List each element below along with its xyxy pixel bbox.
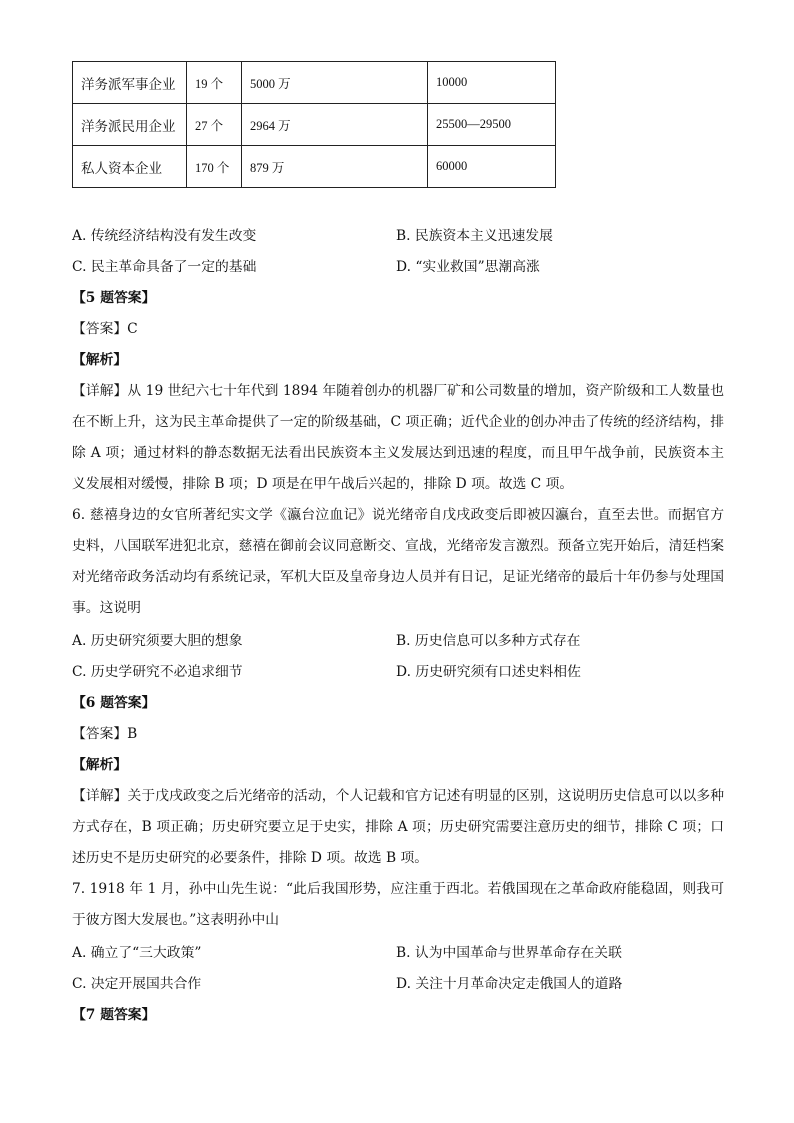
table-cell: 19 个 [187,62,242,104]
q6-option-a: A. 历史研究须要大胆的想象 [72,633,243,649]
q5-answer: 【答案】C [72,321,138,337]
q6-detail: 【详解】关于戊戌政变之后光绪帝的活动，个人记载和官方记述有明显的区别，这说明历史信息可以以多种方式存在，B 项正确；历史研究要立足于史实，排除 A 项；历史研究需要注意历史的细节，排除 C 项；口述历史不是历史研究的必要条件，排除 D 项。故选 B 项。 [72,788,724,866]
table-cell: 879 万 [242,146,428,188]
table-cell: 洋务派民用企业 [73,104,187,146]
q7-stem: 7. 1918 年 1 月，孙中山先生说：“此后我国形势，应注重于西北。若俄国现在之革命政府能稳固，则我可于彼方图大发展也。”这表明孙中山 [72,881,724,928]
table-row [73,146,556,188]
table-cell: 私人资本企业 [73,146,187,188]
q6-option-b: B. 历史信息可以多种方式存在 [396,633,581,649]
q6-option-c: C. 历史学研究不必追求细节 [72,664,243,680]
q5-option-d: D. “实业救国”思潮高涨 [396,259,540,275]
table-cell: 5000 万 [242,62,428,104]
q6-option-d: D. 历史研究须有口述史料相佐 [396,664,581,680]
q5-option-c: C. 民主革命具备了一定的基础 [72,259,257,275]
q5-detail: 【详解】从 19 世纪六七十年代到 1894 年随着创办的机器厂矿和公司数量的增加，资产阶级和工人数量也在不断上升，这为民主革命提供了一定的阶级基础，C 项正确；近代企业的创办冲击了传统的经济结构，排除 A 项；通过材料的静态数据无法看出民族资本主义发展达到迅速的程度，而且甲午战争前，民族资本主义发展相对缓慢，排除 B 项；D 项是在甲午战后兴起的，排除 D 项。故选 C 项。 [72,383,724,492]
q7-answer-header: 【7 题答案】 [72,1007,156,1023]
q5-answer-header: 【5 题答案】 [72,290,156,306]
table-cell: 2964 万 [242,104,428,146]
table-cell: 60000 [428,146,556,188]
table-row [73,62,556,104]
q7-option-c: C. 决定开展国共合作 [72,976,202,992]
table-cell: 10000 [428,62,556,104]
table-cell: 170 个 [187,146,242,188]
table-cell: 洋务派军事企业 [73,62,187,104]
table-cell: 27 个 [187,104,242,146]
table-row [73,104,556,146]
q6-stem: 6. 慈禧身边的女官所著纪实文学《瀛台泣血记》说光绪帝自戊戌政变后即被囚瀛台，直至去世。而据官方史料，八国联军进犯北京，慈禧在御前会议同意断交、宣战，光绪帝发言激烈。预备立宪开始后，清廷档案对光绪帝政务活动均有系统记录，军机大臣及皇帝身边人员并有日记，足证光绪帝的最后十年仍参与处理国事。这说明 [72,507,724,616]
q5-option-a: A. 传统经济结构没有发生改变 [72,228,257,244]
q6-analysis-label: 【解析】 [72,757,128,773]
enterprise-table [72,61,556,188]
q5-option-b: B. 民族资本主义迅速发展 [396,228,553,244]
q7-option-d: D. 关注十月革命决定走俄国人的道路 [396,976,623,992]
table-cell: 25500—29500 [428,104,556,146]
q7-option-a: A. 确立了“三大政策” [72,945,202,961]
q7-option-b: B. 认为中国革命与世界革命存在关联 [396,945,622,961]
q6-answer: 【答案】B [72,726,138,742]
q6-answer-header: 【6 题答案】 [72,695,156,711]
q5-analysis-label: 【解析】 [72,352,128,368]
